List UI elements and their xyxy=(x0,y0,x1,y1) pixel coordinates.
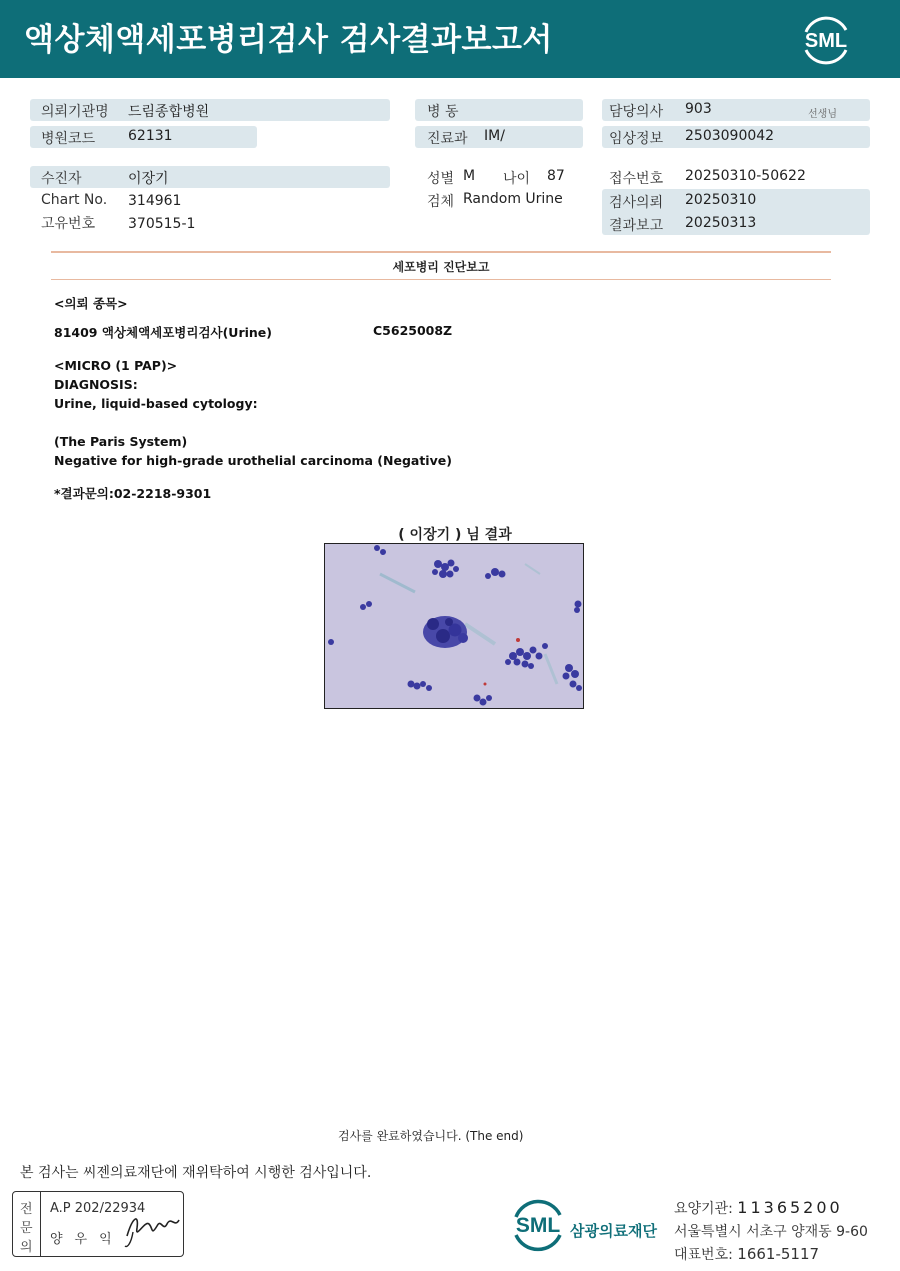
section-title: 세포병리 진단보고 xyxy=(392,260,490,274)
doctor-label: 담당의사 xyxy=(609,104,664,120)
doctor-value: 903 xyxy=(685,101,712,117)
sml-footer-logo-text: SML xyxy=(515,1214,561,1237)
chart-label: Chart No. xyxy=(41,192,108,208)
institution-code-line xyxy=(674,1198,843,1218)
phone-line xyxy=(674,1244,819,1264)
diagnosis-line: Urine, liquid-based cytology: xyxy=(54,396,258,411)
hospital-value: 드림종합병원 xyxy=(128,104,210,120)
stamp-pathologist-name: 양우익 xyxy=(50,1232,124,1247)
image-caption: ( 이장기 ) 님 결과 xyxy=(398,527,512,543)
patient-label: 수진자 xyxy=(41,171,82,187)
age-label: 나이 xyxy=(503,171,531,187)
stamp-side-char-1: 전 xyxy=(20,1202,33,1217)
sex-value: M xyxy=(463,168,476,184)
outsourcing-note: 본 검사는 씨젠의료재단에 재위탁하여 시행한 검사입니다. xyxy=(20,1165,372,1181)
specimen-label: 검체 xyxy=(427,194,455,210)
institution-code: 11365200 xyxy=(737,1198,843,1217)
unique-value: 370515-1 xyxy=(128,216,196,232)
institution-code-label: 요양기관: xyxy=(674,1201,733,1217)
diagnosis-result: Negative for high-grade urothelial carcinoma (Negative) xyxy=(54,453,452,468)
doctor-suffix: 선생님 xyxy=(808,109,837,120)
patient-row xyxy=(30,166,390,188)
signature-image xyxy=(123,1206,183,1250)
report-title: 액상체액세포병리검사 검사결과보고서 xyxy=(24,22,553,58)
patient-value: 이장기 xyxy=(128,171,169,187)
request-value: 20250310 xyxy=(685,192,757,208)
section-divider-bottom xyxy=(51,279,831,280)
request-label: 검사의뢰 xyxy=(609,195,664,211)
request-heading: <의뢰 종목> xyxy=(54,296,128,311)
hospital-label: 의뢰기관명 xyxy=(41,104,109,120)
ward-label: 병 동 xyxy=(427,104,459,120)
stamp-side-char-3: 의 xyxy=(20,1240,33,1255)
section-divider-top xyxy=(51,251,831,253)
sml-footer-logo xyxy=(508,1197,568,1253)
age-value: 87 xyxy=(547,168,565,184)
clinical-label: 임상정보 xyxy=(609,131,664,147)
hospital-code-label: 병원코드 xyxy=(41,131,96,147)
end-text: 검사를 완료하였습니다. (The end) xyxy=(338,1129,524,1143)
phone-number: 1661-5117 xyxy=(737,1245,820,1263)
paris-system: (The Paris System) xyxy=(54,434,188,449)
sex-label: 성별 xyxy=(427,171,455,187)
dept-value: IM/ xyxy=(484,128,505,144)
report-header xyxy=(0,0,900,78)
test-line: 81409 액상체액세포병리검사(Urine) xyxy=(54,325,272,340)
report-date-value: 20250313 xyxy=(685,215,757,231)
org-name: 삼광의료재단 xyxy=(570,1222,657,1240)
pathologist-stamp xyxy=(12,1191,184,1257)
receipt-value: 20250310-50622 xyxy=(685,168,806,184)
dept-label: 진료과 xyxy=(427,131,468,147)
inquiry-line: *결과문의:02-2218-9301 xyxy=(54,486,212,501)
report-date-label: 결과보고 xyxy=(609,218,664,234)
cytology-image xyxy=(324,543,584,709)
test-code: C5625008Z xyxy=(373,323,453,338)
receipt-label: 접수번호 xyxy=(609,171,664,187)
clinical-value: 2503090042 xyxy=(685,128,775,144)
diagnosis-label: DIAGNOSIS: xyxy=(54,377,138,392)
stamp-side-char-2: 문 xyxy=(20,1221,33,1236)
stamp-ap-number: A.P 202/22934 xyxy=(50,1201,146,1216)
unique-label: 고유번호 xyxy=(41,216,96,232)
chart-value: 314961 xyxy=(128,193,182,209)
specimen-value: Random Urine xyxy=(463,191,563,207)
hospital-code-value: 62131 xyxy=(128,128,173,144)
phone-label: 대표번호: xyxy=(674,1247,733,1263)
sml-logo-text: SML xyxy=(804,30,848,52)
address: 서울특별시 서초구 양재동 9-60 xyxy=(674,1224,868,1240)
stamp-side-label xyxy=(13,1192,41,1256)
micro-heading: <MICRO (1 PAP)> xyxy=(54,358,178,373)
sml-logo xyxy=(798,12,854,66)
